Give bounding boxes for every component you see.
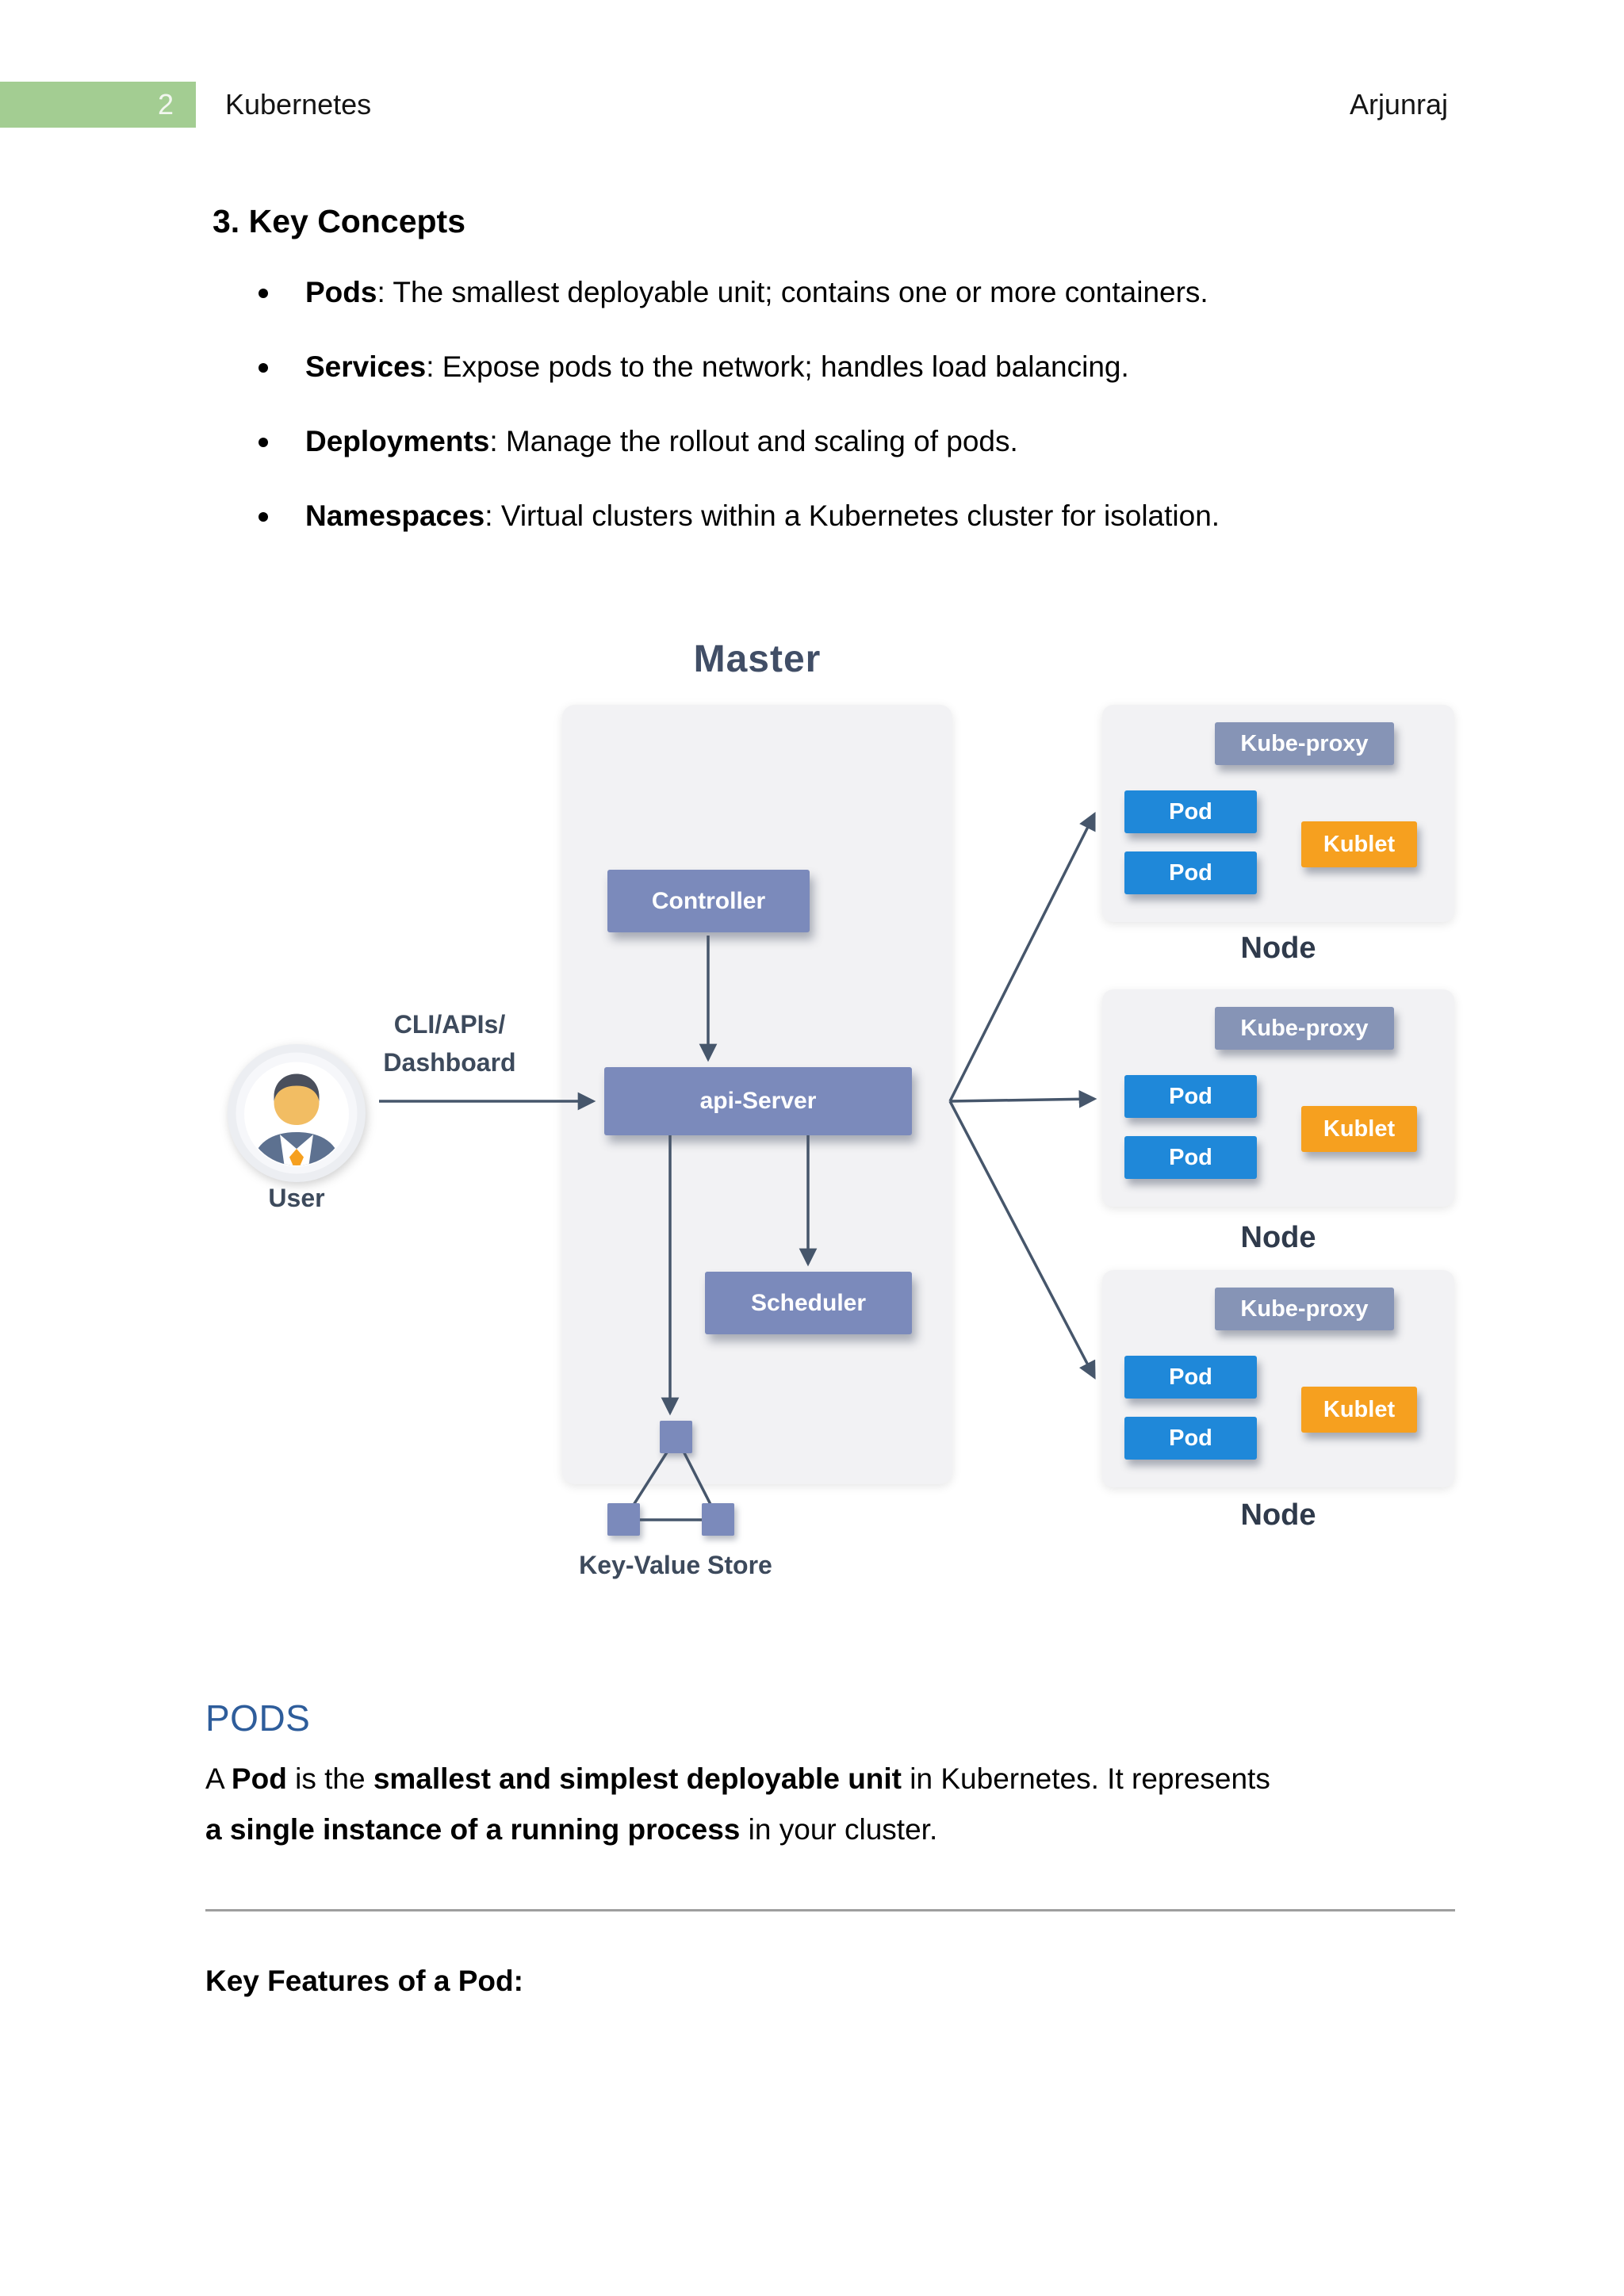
master-label: Master (693, 638, 822, 680)
page-number: 2 (157, 88, 174, 121)
author-name: Arjunraj (1349, 88, 1448, 121)
bullet-dot (259, 438, 268, 447)
bullet-dot (259, 363, 268, 373)
pods-heading: PODS (205, 1697, 311, 1739)
key-value-store-label: Key-Value Store (579, 1551, 772, 1579)
node-label: Node (1240, 1221, 1316, 1254)
node-3 (1102, 1270, 1454, 1487)
node-label: Node (1240, 1498, 1316, 1532)
key-concepts-heading: 3. Key Concepts (213, 203, 465, 239)
bullet-text: Namespaces: Virtual clusters within a Kubernetes cluster for isolation. (305, 499, 1220, 532)
api-server-box: api-Server (604, 1067, 912, 1135)
node-label: Node (1240, 932, 1316, 965)
kv-store-square (702, 1503, 734, 1536)
pod-box: Pod (1124, 1417, 1257, 1460)
controller-box: Controller (607, 870, 810, 932)
kube-proxy-box: Kube-proxy (1215, 1288, 1394, 1330)
bullet-text: Services: Expose pods to the network; handles load balancing. (305, 350, 1129, 383)
kube-proxy-box: Kube-proxy (1215, 1007, 1394, 1050)
pod-box: Pod (1124, 1075, 1257, 1118)
pods-paragraph: A Pod is the smallest and simplest deployable unit in Kubernetes. It represents a single instance of a running process in your cluster. (205, 1762, 1270, 1846)
kublet-box: Kublet (1301, 821, 1417, 867)
section-divider (205, 1909, 1455, 1911)
bullet-dot (259, 289, 268, 298)
cli-apis-dashboard-label: CLI/APIs/ Dashboard (383, 1010, 516, 1077)
kube-proxy-box: Kube-proxy (1215, 722, 1394, 765)
bullet-text: Deployments: Manage the rollout and scaling of pods. (305, 425, 1018, 457)
pod-box: Pod (1124, 1136, 1257, 1179)
pod-box: Pod (1124, 790, 1257, 833)
key-concepts-section (206, 203, 1467, 568)
bullet-item-deployments (206, 419, 1467, 464)
bullet-text: Pods: The smallest deployable unit; contains one or more containers. (305, 276, 1208, 308)
kublet-box: Kublet (1301, 1106, 1417, 1152)
bullet-item-pods (206, 270, 1467, 315)
user-label: User (268, 1184, 325, 1212)
pod-box: Pod (1124, 1356, 1257, 1399)
node-1 (1102, 705, 1454, 922)
bullet-item-services (206, 345, 1467, 389)
page-number-badge (0, 82, 196, 128)
bullet-dot (259, 512, 268, 522)
bullet-item-namespaces (206, 494, 1467, 538)
kublet-box: Kublet (1301, 1387, 1417, 1433)
kv-store-square (607, 1503, 640, 1536)
kv-store-square (660, 1421, 692, 1453)
document-title: Kubernetes (225, 88, 372, 121)
node-2 (1102, 989, 1454, 1207)
pod-box: Pod (1124, 851, 1257, 894)
scheduler-box: Scheduler (705, 1272, 912, 1334)
key-features-heading: Key Features of a Pod: (205, 1965, 523, 1997)
kubernetes-architecture-diagram (0, 634, 1624, 1633)
